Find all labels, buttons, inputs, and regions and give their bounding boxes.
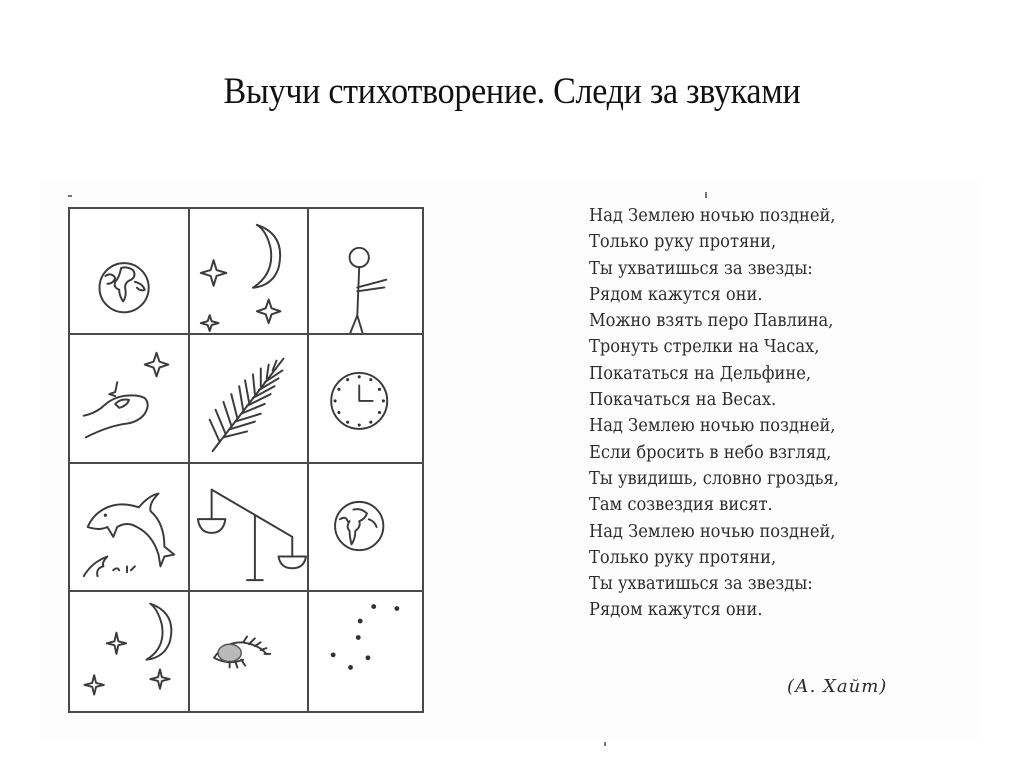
grid-cell-earth — [70, 209, 190, 335]
earth-globe-icon — [70, 209, 188, 333]
scan-speck — [604, 742, 606, 746]
poem-line: Рядом кажутся они. — [589, 600, 763, 621]
grid-cell-dolphin — [70, 464, 190, 592]
eye-icon — [190, 592, 307, 711]
grid-cell-moon-stars-2 — [70, 592, 190, 711]
pictogram-grid — [68, 207, 424, 713]
poem-line: Если бросить в небо взгляд, — [589, 442, 832, 463]
grid-cell-moon-stars — [190, 209, 309, 335]
poem-author: (А. Хайт) — [787, 676, 888, 697]
poem-line: Над Землею ночью поздней, — [589, 206, 836, 226]
poem-line: Только руку протяни, — [589, 232, 777, 253]
grid-cell-hand-star — [70, 335, 190, 464]
poem-line: Покачаться на Весах. — [589, 390, 777, 411]
grid-cell-eye — [190, 592, 309, 711]
grid-cell-scales — [190, 464, 309, 592]
moon-and-stars-icon — [190, 209, 307, 333]
poem-line: Ты увидишь, словно гроздья, — [589, 468, 839, 489]
poem-line: Там созвездия висят. — [589, 495, 773, 516]
slide-title: Выучи стихотворение. Следи за звуками — [223, 71, 801, 112]
poem-line: Тронуть стрелки на Часах, — [589, 337, 820, 358]
stick-figure-reaching-icon — [309, 209, 422, 333]
scan-speck — [68, 195, 72, 197]
poem-line: Только руку протяни, — [589, 547, 777, 568]
grid-cell-clock — [309, 335, 422, 464]
grid-cell-stick-figure — [309, 209, 422, 335]
poem-line: Ты ухватишься за звезды: — [589, 574, 813, 595]
poem-line: Ты ухватишься за звезды: — [589, 258, 813, 279]
earth-globe-icon — [309, 464, 422, 590]
poem-line: Можно взять перо Павлина, — [589, 311, 834, 332]
scan-speck — [705, 192, 707, 198]
poem-text — [589, 203, 839, 624]
scales-icon — [190, 464, 307, 590]
grid-cell-earth-2 — [309, 464, 422, 592]
poem-line: Рядом кажутся они. — [589, 284, 763, 305]
moon-and-stars-icon — [70, 592, 188, 711]
poem-line: Над Землею ночью поздней, — [589, 521, 836, 542]
poem-line: Над Землею ночью поздней, — [589, 416, 836, 437]
grid-cell-constellation — [309, 592, 422, 711]
clock-icon — [309, 335, 422, 462]
constellation-dots-icon — [309, 592, 422, 711]
hand-grabbing-star-icon — [70, 335, 188, 462]
feather-icon — [190, 335, 307, 462]
grid-cell-feather — [190, 335, 309, 464]
poem-line: Покататься на Дельфине, — [589, 363, 812, 384]
dolphin-icon — [70, 464, 188, 590]
